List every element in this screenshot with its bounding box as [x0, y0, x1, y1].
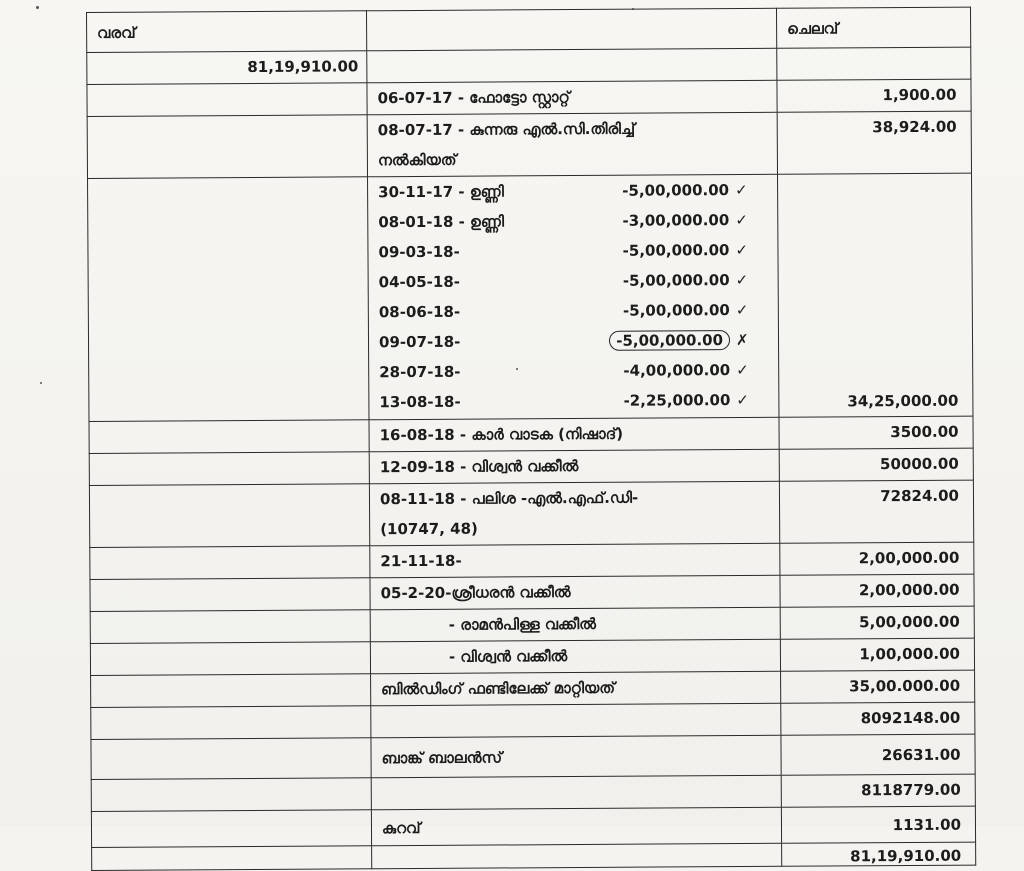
empty-cell: [91, 738, 371, 780]
empty-cell: [91, 810, 371, 848]
table-row: [89, 448, 973, 485]
row-amount: 5,00,000.00: [780, 606, 974, 639]
expense-header: ചെലവ്: [776, 7, 970, 48]
installment-value: -5,00,000.00: [622, 271, 730, 290]
table-row: [91, 734, 975, 779]
table-row: [90, 638, 974, 675]
row-amount: 72824.00: [779, 480, 973, 543]
empty-cell: [90, 642, 370, 676]
tick-mark-icon: ✓: [735, 240, 749, 260]
row-description: - രാമൻപിള്ള വക്കീൽ: [370, 607, 780, 642]
table-row: [89, 480, 973, 547]
empty-cell: [87, 83, 367, 117]
empty-cell: [87, 115, 367, 179]
row-amount: 2,00,000.00: [780, 574, 974, 607]
empty-cell: [91, 674, 371, 708]
table-row: [90, 574, 974, 611]
empty-cell: [777, 47, 971, 80]
empty-cell: [367, 48, 777, 83]
tick-mark-icon: ✓: [735, 210, 748, 230]
table-row: [91, 806, 975, 847]
row-description: - വിശ്വൻ വക്കീൽ: [370, 639, 780, 674]
list-item: [379, 355, 778, 387]
table-row: [92, 842, 976, 870]
list-item: [379, 325, 778, 357]
table-row: [87, 111, 971, 178]
subtotal-amount: 8092148.00: [781, 702, 975, 735]
row-amount: 38,924.00: [777, 111, 971, 174]
row-description: കുറവ്: [371, 807, 781, 846]
empty-cell: [90, 546, 370, 580]
row-amount: 26631.00: [781, 734, 975, 775]
installment-date: 09-03-18-: [378, 242, 460, 262]
row-amount: 50000.00: [779, 448, 973, 481]
installment-date: 28-07-18-: [379, 362, 461, 382]
empty-cell: [91, 778, 371, 812]
tick-mark-icon: ✓: [735, 270, 749, 290]
list-item: [378, 175, 777, 207]
list-item: [379, 385, 778, 417]
description-header: [366, 8, 776, 51]
tick-mark-icon: ✓: [735, 300, 749, 320]
installment-value-circled: -5,00,000.00: [609, 330, 730, 351]
tick-mark-icon: ✓: [735, 180, 748, 200]
row-description: 06-07-17 - ഫോട്ടോ സ്റ്റാറ്റ്: [367, 80, 777, 115]
installments-row: [88, 173, 973, 421]
row-description-line: നൽകിയത്: [377, 150, 457, 170]
row-description: [367, 112, 777, 177]
table-row: [90, 606, 974, 643]
row-amount: 3500.00: [779, 416, 973, 449]
installment-date: 13-08-18-: [379, 392, 461, 412]
installment-value: -2,25,000.00: [623, 391, 731, 410]
empty-cell: [90, 578, 370, 612]
header-row: [87, 7, 971, 52]
installment-value: -5,00,000.00: [622, 181, 730, 200]
tick-mark-icon: ✓: [736, 360, 749, 380]
row-description: ബിൽഡിംഗ് ഫണ്ടിലേക്ക് മാറ്റിയത്: [371, 671, 781, 706]
row-description-line: 08-07-17 - കുന്നരു എൽ.സി.തിരിച്ച്: [377, 119, 636, 140]
total-amount: 8118779.00: [781, 774, 975, 807]
list-item: [378, 235, 777, 267]
empty-cell: [92, 846, 372, 871]
opening-row: [87, 47, 971, 84]
cross-mark-icon: ✗: [735, 330, 749, 350]
row-amount: 1,00,000.00: [780, 638, 974, 671]
empty-cell: [88, 177, 369, 422]
empty-cell: [372, 843, 782, 869]
scan-speck: [40, 382, 42, 384]
installment-list: [368, 174, 779, 420]
table-row: [87, 79, 971, 116]
list-item: [378, 205, 777, 237]
installment-value: -5,00,000.00: [622, 301, 730, 320]
tick-mark-icon: ✓: [736, 390, 750, 410]
installment-date: 09-07-18-: [378, 332, 461, 352]
installment-date: 08-06-18-: [378, 302, 461, 322]
income-header: വരവ്: [87, 11, 367, 53]
list-item: [379, 295, 778, 327]
ledger-table: [86, 7, 976, 871]
empty-cell: [89, 420, 369, 454]
table-row: [89, 416, 973, 453]
row-description-line: 08-11-18 - പലിശ -എൽ.എഫ്.ഡി-: [379, 488, 639, 509]
row-description: 21-11-18-: [370, 543, 780, 578]
installments-total: 34,25,000.00: [778, 173, 973, 417]
table-row: [91, 774, 975, 811]
scan-speck: [36, 6, 39, 9]
empty-cell: [90, 610, 370, 644]
installment-value: -3,00,000.00: [622, 211, 730, 230]
installment-value: -4,00,000.00: [623, 361, 731, 380]
empty-cell: [91, 706, 371, 740]
empty-cell: [89, 484, 369, 548]
installment-date: 08-01-18 - ഉണ്ണി: [378, 212, 505, 232]
empty-cell: [371, 703, 781, 738]
list-item: [379, 265, 778, 297]
row-description: [369, 481, 779, 546]
opening-income-amount: 81,19,910.00: [87, 51, 367, 85]
row-amount: 35,00.000.00: [781, 670, 975, 703]
empty-cell: [371, 775, 781, 810]
row-amount: 1131.00: [781, 806, 975, 843]
grand-total-amount: 81,19,910.00: [782, 842, 976, 866]
row-amount: 2,00,000.00: [780, 542, 974, 575]
row-description-line: (10747, 48): [380, 519, 478, 539]
row-description: 12-09-18 - വിശ്വൻ വക്കീൽ: [369, 449, 779, 484]
installment-value: -5,00,000.00: [622, 241, 730, 260]
row-amount: 1,900.00: [777, 79, 971, 112]
row-description: ബാങ്ക് ബാലൻസ്: [371, 735, 781, 778]
installment-date: 30-11-17 - ഉണ്ണി: [378, 182, 504, 202]
table-row: [91, 670, 975, 707]
installment-date: 04-05-18-: [378, 272, 461, 292]
row-description: 05-2-20-ശ്രീധരൻ വക്കീൽ: [370, 575, 780, 610]
row-description: 16-08-18 - കാർ വാടക (നിഷാദ്): [369, 417, 779, 452]
empty-cell: [89, 452, 369, 486]
table-row: [90, 542, 974, 579]
table-row: [91, 702, 975, 739]
